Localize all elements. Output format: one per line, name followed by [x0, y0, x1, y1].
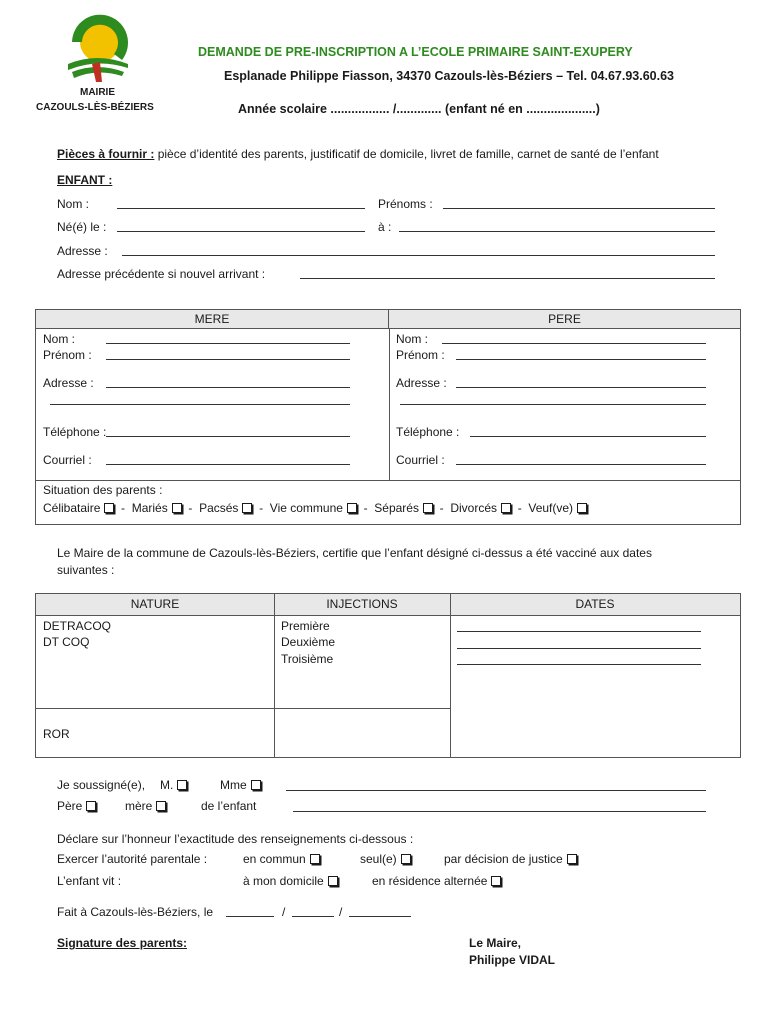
enfant-lieu-field[interactable] — [399, 231, 715, 232]
situation-celibataire: Célibataire — [43, 501, 101, 515]
checkbox-mme[interactable] — [251, 780, 261, 790]
pere-adresse-field[interactable] — [456, 387, 706, 388]
enfant-ne-label: Né(é) le : — [57, 220, 107, 234]
vaccination-table — [35, 593, 741, 758]
nature-ror: ROR — [43, 727, 70, 741]
date-year-field[interactable] — [349, 916, 411, 917]
alternee-option: en résidence alternée — [372, 874, 501, 888]
checkbox-en-commun[interactable] — [310, 854, 320, 864]
enfant-prenoms-field[interactable] — [443, 208, 715, 209]
pere-telephone-field[interactable] — [470, 436, 706, 437]
enfant-lieu-label: à : — [378, 220, 392, 234]
vit-label: L’enfant vit : — [57, 874, 122, 888]
date-slash-2: / — [339, 905, 343, 919]
form-title: DEMANDE DE PRE-INSCRIPTION A L’ECOLE PRIMAIRE SAINT-EXUPERY — [198, 45, 633, 59]
checkbox-mere[interactable] — [156, 801, 166, 811]
pieces-text: pièce d’identité des parents, justificatif de domicile, livret de famille, carnet de santé de l’enfant — [154, 147, 659, 161]
seul-option: seul(e) — [360, 852, 411, 866]
injection-premiere: Première — [281, 619, 330, 633]
injection-deuxieme: Deuxième — [281, 635, 336, 649]
date-field-1[interactable] — [457, 631, 701, 632]
enfant-prenoms-label: Prénoms : — [378, 197, 433, 211]
injection-troisieme: Troisième — [281, 652, 334, 666]
enfant-adresse-field[interactable] — [122, 255, 715, 256]
checkbox-veuf[interactable] — [577, 503, 587, 513]
enfant-adresse-prec-field[interactable] — [300, 278, 715, 279]
maire-name: Philippe VIDAL — [469, 953, 556, 967]
de-enfant-label: de l’enfant — [201, 799, 257, 813]
situation-pacses: Pacsés — [199, 501, 239, 515]
domicile-option: à mon domicile — [243, 874, 338, 888]
mere-courriel-label: Courriel : — [43, 453, 92, 467]
checkbox-seul[interactable] — [401, 854, 411, 864]
checkbox-pacses[interactable] — [242, 503, 252, 513]
checkbox-divorces[interactable] — [501, 503, 511, 513]
situation-maries: Mariés — [131, 501, 168, 515]
school-year: Année scolaire ................. /............. (enfant né en ....................) — [238, 102, 600, 116]
date-month-field[interactable] — [292, 916, 334, 917]
enfant-heading: ENFANT : — [57, 173, 113, 187]
col-injections-header: INJECTIONS — [326, 597, 398, 611]
logo-icon — [62, 12, 132, 82]
date-day-field[interactable] — [226, 916, 274, 917]
m-option: M. — [160, 778, 187, 792]
nature-detracoq: DETRACOQ — [43, 619, 112, 633]
date-slash-1: / — [282, 905, 286, 919]
date-field-3[interactable] — [457, 664, 701, 665]
checkbox-pere[interactable] — [86, 801, 96, 811]
signature-parents-label: Signature des parents: — [57, 936, 188, 950]
pere-adresse-label: Adresse : — [396, 376, 447, 390]
vaccination-intro-1: Le Maire de la commune de Cazouls-lès-Béziers, certifie que l’enfant désigné ci-dessus a été vacciné aux dates — [57, 546, 652, 560]
enfant-name-field[interactable] — [293, 811, 706, 812]
checkbox-m[interactable] — [177, 780, 187, 790]
maire-title: Le Maire, — [469, 936, 522, 950]
pere-header: PERE — [389, 310, 740, 329]
pere-courriel-label: Courriel : — [396, 453, 445, 467]
mere-telephone-label: Téléphone : — [43, 425, 107, 439]
declare-text: Déclare sur l’honneur l’exactitude des renseignements ci-dessous : — [57, 832, 414, 846]
enfant-nom-field[interactable] — [117, 208, 365, 209]
col-dates-header: DATES — [575, 597, 615, 611]
mere-option: mère — [125, 799, 166, 813]
checkbox-alternee[interactable] — [491, 876, 501, 886]
enfant-nom-label: Nom : — [57, 197, 90, 211]
enfant-ne-field[interactable] — [117, 231, 365, 232]
situation-divorces: Divorcés — [450, 501, 498, 515]
mairie-label: MAIRIE — [80, 87, 115, 98]
soussigne-label: Je soussigné(e), — [57, 778, 146, 792]
situation-separes: Séparés — [374, 501, 419, 515]
nature-dtcoq: DT COQ — [43, 635, 90, 649]
mere-nom-label: Nom : — [43, 332, 76, 346]
pere-telephone-label: Téléphone : — [396, 425, 460, 439]
autorite-label: Exercer l’autorité parentale : — [57, 852, 208, 866]
pere-adresse-field-2[interactable] — [400, 404, 706, 405]
mere-adresse-field-2[interactable] — [50, 404, 350, 405]
mere-telephone-field[interactable] — [106, 436, 350, 437]
pieces-line — [57, 147, 659, 161]
pere-option: Père — [57, 799, 96, 813]
mme-option: Mme — [220, 778, 261, 792]
checkbox-separes[interactable] — [423, 503, 433, 513]
pere-prenom-label: Prénom : — [396, 348, 445, 362]
mairie-town: CAZOULS-LÈS-BÉZIERS — [36, 102, 154, 113]
mere-courriel-field[interactable] — [106, 464, 350, 465]
checkbox-decision[interactable] — [567, 854, 577, 864]
pere-nom-label: Nom : — [396, 332, 429, 346]
soussigne-name-field[interactable] — [286, 790, 706, 791]
pere-prenom-field[interactable] — [456, 359, 706, 360]
en-commun-option: en commun — [243, 852, 320, 866]
mere-header: MERE — [36, 310, 389, 329]
pere-nom-field[interactable] — [442, 343, 706, 344]
pieces-label: Pièces à fournir : — [57, 147, 155, 161]
situation-vie-commune: Vie commune — [269, 501, 343, 515]
situation-options: Célibataire - Mariés - Pacsés - Vie commune - Séparés - Divorcés - Veuf(ve) — [43, 501, 587, 515]
checkbox-maries[interactable] — [172, 503, 182, 513]
pere-courriel-field[interactable] — [456, 464, 706, 465]
mere-adresse-label: Adresse : — [43, 376, 94, 390]
vaccination-intro-2: suivantes : — [57, 563, 115, 577]
enfant-adresse-label: Adresse : — [57, 244, 108, 258]
school-address: Esplanade Philippe Fiasson, 34370 Cazouls-lès-Béziers – Tel. 04.67.93.60.63 — [224, 69, 674, 83]
parents-table — [35, 309, 741, 525]
checkbox-celibataire[interactable] — [104, 503, 114, 513]
decision-option: par décision de justice — [444, 852, 577, 866]
situation-veuf: Veuf(ve) — [528, 501, 574, 515]
checkbox-domicile[interactable] — [328, 876, 338, 886]
mairie-logo — [62, 12, 132, 82]
enfant-adresse-prec-label: Adresse précédente si nouvel arrivant : — [57, 267, 266, 281]
mere-nom-field[interactable] — [106, 343, 350, 344]
fait-label: Fait à Cazouls-lès-Béziers, le — [57, 905, 214, 919]
mere-adresse-field[interactable] — [106, 387, 350, 388]
col-nature-header: NATURE — [130, 597, 180, 611]
mere-prenom-field[interactable] — [106, 359, 350, 360]
situation-label: Situation des parents : — [43, 483, 163, 497]
date-field-2[interactable] — [457, 648, 701, 649]
mere-prenom-label: Prénom : — [43, 348, 92, 362]
checkbox-vie-commune[interactable] — [347, 503, 357, 513]
